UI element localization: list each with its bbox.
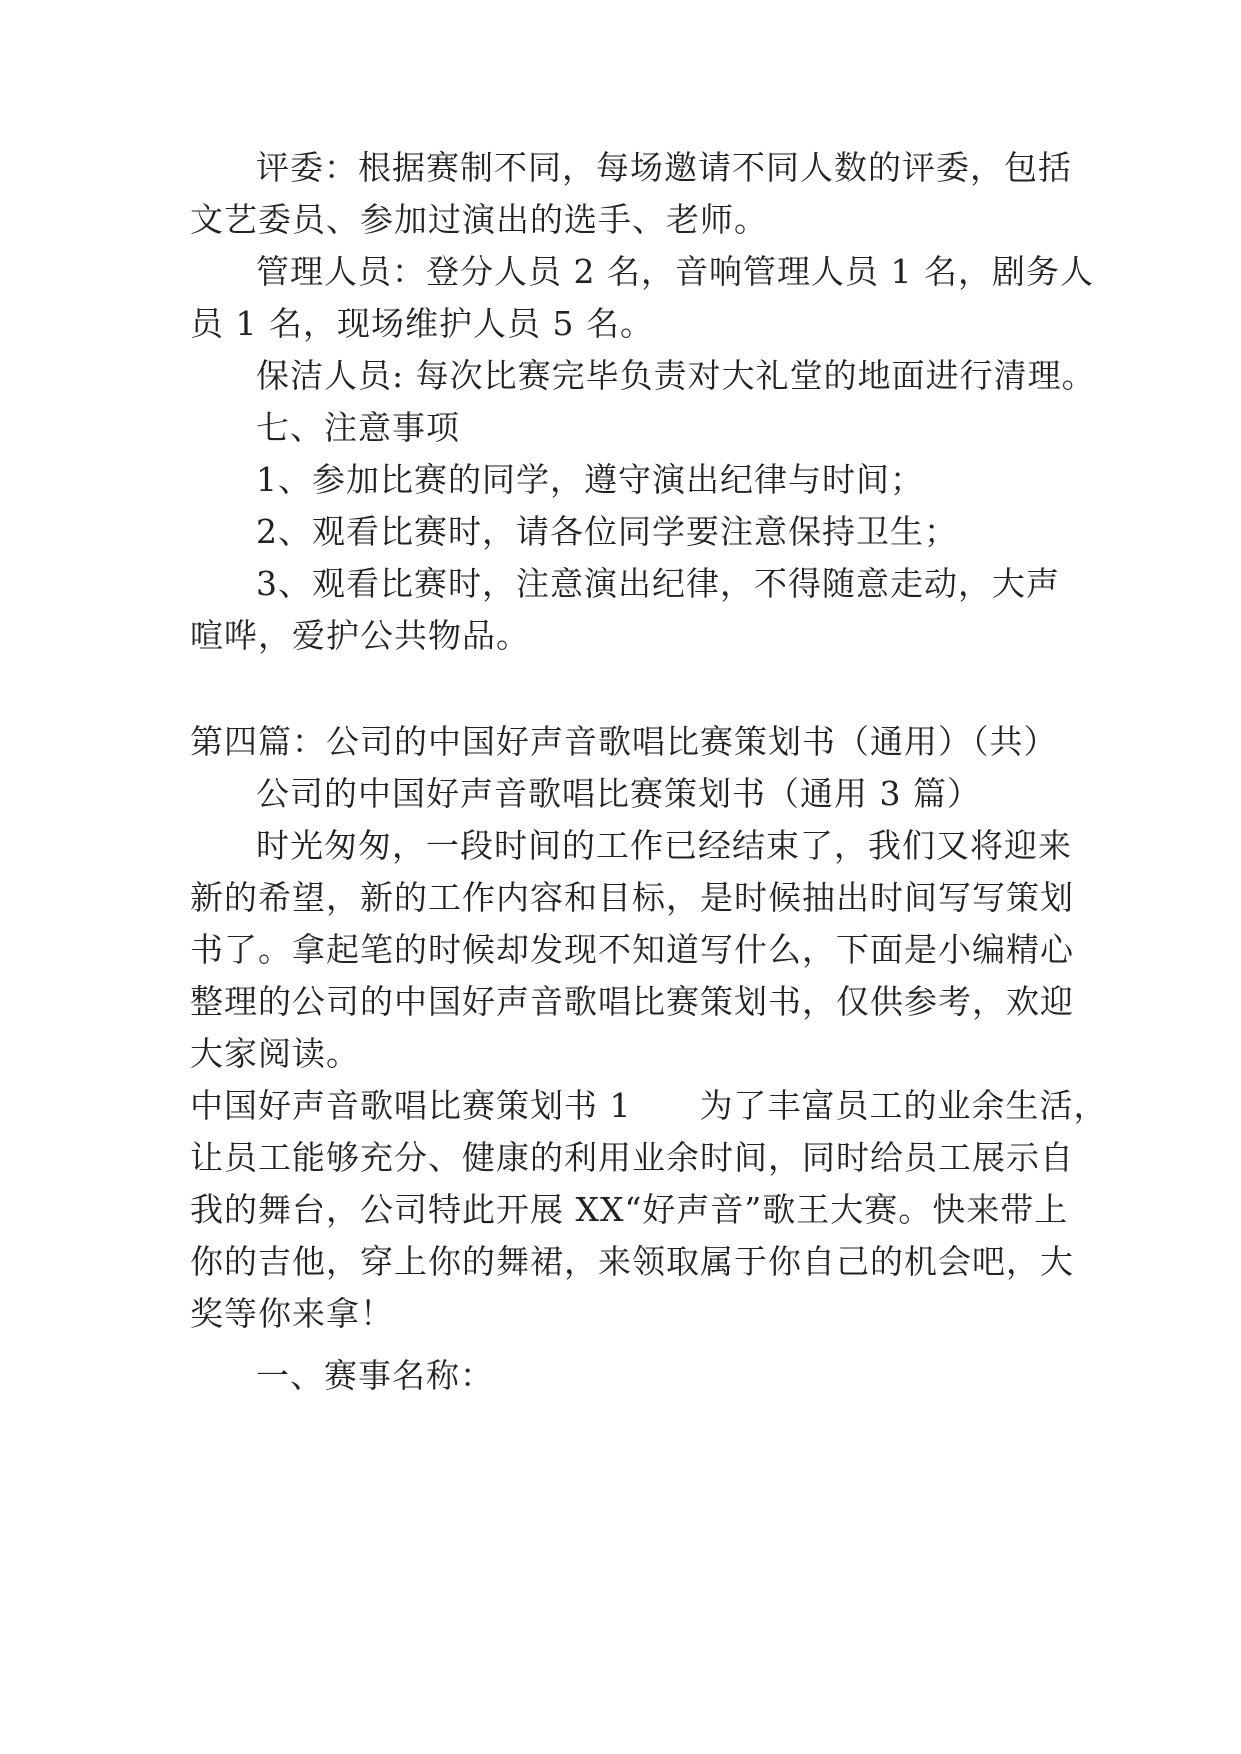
plan-1-line-5: 奖等你来拿！ — [190, 1294, 394, 1333]
note-item-3-line-1: 3、观看比赛时，注意演出纪律，不得随意走动，大声 — [256, 564, 1060, 603]
chapter-title: 第四篇：公司的中国好声音歌唱比赛策划书（通用）（共） — [190, 722, 1058, 761]
note-item-1: 1、参加比赛的同学，遵守演出纪律与时间； — [256, 460, 924, 499]
paragraph-judges-line-1: 评委：根据赛制不同，每场邀请不同人数的评委，包括 — [256, 148, 1072, 187]
intro-line-1: 时光匆匆，一段时间的工作已经结束了，我们又将迎来 — [256, 826, 1072, 865]
paragraph-judges-line-2: 文艺委员、参加过演出的选手、老师。 — [190, 200, 768, 239]
note-item-2: 2、观看比赛时，请各位同学要注意保持卫生； — [256, 512, 958, 551]
intro-line-5: 大家阅读。 — [190, 1034, 360, 1073]
note-item-3-line-2: 喧哗，爱护公共物品。 — [190, 616, 530, 655]
plan-1-line-4: 你的吉他，穿上你的舞裙，来领取属于你自己的机会吧，大 — [190, 1242, 1074, 1281]
paragraph-management-line-1: 管理人员：登分人员 2 名，音响管理人员 1 名，剧务人 — [256, 252, 1094, 291]
paragraph-cleaning: 保洁人员: 每次比赛完毕负责对大礼堂的地面进行清理。 — [256, 356, 1096, 395]
plan-1-line-1: 中国好声音歌唱比赛策划书 1 为了丰富员工的业余生活， — [190, 1086, 1108, 1125]
plan-1-line-3: 我的舞台，公司特此开展 XX“好声音”歌王大赛。快来带上 — [190, 1190, 1069, 1229]
intro-line-3: 书了。拿起笔的时候却发现不知道写什么，下面是小编精心 — [190, 930, 1074, 969]
intro-line-2: 新的希望，新的工作内容和目标，是时候抽出时间写写策划 — [190, 878, 1074, 917]
section-heading-event-name: 一、赛事名称： — [256, 1356, 494, 1395]
section-heading-notes: 七、注意事项 — [256, 408, 460, 447]
paragraph-management-line-2: 员 1 名，现场维护人员 5 名。 — [190, 304, 654, 343]
chapter-subtitle: 公司的中国好声音歌唱比赛策划书（通用 3 篇） — [256, 774, 981, 813]
intro-line-4: 整理的公司的中国好声音歌唱比赛策划书，仅供参考，欢迎 — [190, 982, 1074, 1021]
plan-1-line-2: 让员工能够充分、健康的利用业余时间，同时给员工展示自 — [190, 1138, 1074, 1177]
